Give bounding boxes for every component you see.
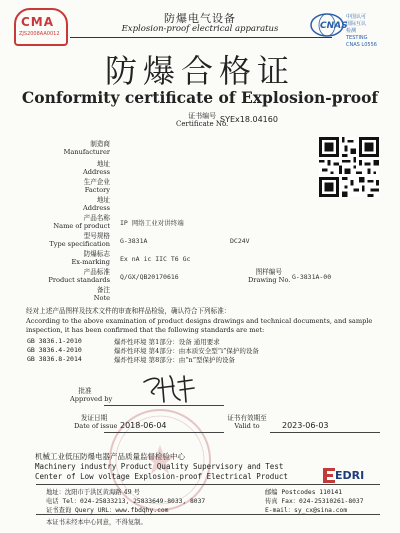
footer-email[interactable]: E-mail：sy_cx@sina.com	[265, 507, 348, 514]
cnas-logo-sub: 中国认可 国际互认 检测 TESTING CNAS L0556	[346, 14, 377, 48]
standard-code: GB 3836.4-2010	[27, 346, 82, 354]
field-address1-label-cn: 地址	[96, 160, 110, 168]
standard-code: GB 3836.1-2010	[27, 337, 82, 345]
footer-rule-2	[36, 514, 380, 515]
header-rule	[70, 37, 332, 38]
qr-code[interactable]	[319, 137, 379, 197]
conformity-paragraph-cn: 经对上述产品图样及技术文件的审查和样品检验，确认符合下列标准：	[26, 307, 231, 315]
edri-mark-icon	[323, 466, 335, 484]
footer-notice: 本证书未经本中心同意，不得复制。	[46, 519, 147, 526]
conformity-paragraph-en: According to the above examination of product designs drawings and technical documents, and sample inspection, it has been confirmed that the following standards are met:	[26, 317, 373, 334]
field-exmark-label-cn: 防爆标志	[83, 250, 110, 258]
footer-query-url[interactable]: 证书查询 Query URL：www.fbdqhy.com	[46, 507, 169, 514]
standard-desc: 爆炸性环境 第8部分：由“n”型保护的设备	[114, 356, 236, 364]
field-address2-label-cn: 地址	[96, 196, 110, 204]
field-address1-label	[12, 160, 110, 176]
field-drawing-value: G-3831A-00	[292, 273, 332, 281]
field-std-label-en: Product standards	[48, 276, 110, 284]
header-cn: 防爆电气设备	[164, 12, 236, 25]
field-type-value: G-3831A	[120, 237, 148, 245]
approver-signature	[140, 372, 196, 406]
field-product-name-label	[12, 214, 110, 230]
footer-tel: 电话 Tel：024-25833213, 25833649-8033, 8037	[46, 498, 206, 505]
field-manufacturer-label-en: Manufacturer	[63, 148, 110, 156]
title-en: Conformity certificate of Explosion-proof	[21, 88, 379, 107]
field-address1-label-en: Address	[82, 168, 110, 176]
field-exmark-value: Ex nA ic IIC T6 Gc	[120, 255, 191, 263]
certificate-number-label-en: Certificate No.	[176, 120, 229, 128]
field-factory-label-cn: 生产企业	[83, 178, 110, 186]
certificate-number-label-cn: 证书编号	[188, 112, 217, 120]
footer-rule	[36, 484, 380, 485]
field-type-value-2: DC24V	[230, 237, 250, 245]
issue-date-label	[74, 414, 118, 430]
testing-center-name-cn: 机械工业低压防爆电器产品质量监督检验中心	[35, 452, 185, 461]
field-factory-label	[12, 178, 110, 194]
approved-by-label	[70, 387, 113, 403]
footer-address: 地址：沈阳市于洪区黄海路 49 号	[46, 489, 140, 496]
issue-date: 2018-06-04	[120, 421, 167, 430]
field-product-name-label-en: Name of product	[53, 222, 110, 230]
standard-code: GB 3836.8-2014	[27, 355, 82, 363]
field-product-name-label-cn: 产品名称	[83, 214, 110, 222]
valid-to-label-cn: 证书有效期至	[227, 414, 267, 422]
field-std-value: Q/GX/QB20170616	[120, 273, 179, 281]
field-drawing-label-en: Drawing No.	[248, 276, 291, 284]
certificate-number: SYEx18.04160	[220, 115, 278, 124]
edri-logo-text: EDRI	[335, 469, 365, 482]
valid-to-date: 2023-06-03	[282, 421, 329, 430]
field-drawing-label-cn: 图样编号	[255, 268, 282, 276]
field-exmark-label	[12, 250, 110, 266]
footer-postcode: 邮编 Postcodes 110141	[265, 489, 343, 496]
footer-fax: 传真 Fax：024-25310261-8037	[265, 498, 364, 505]
approved-by-line	[104, 405, 224, 406]
field-exmark-label-en: Ex-marking	[71, 258, 110, 266]
field-note-label-en: Note	[93, 294, 110, 302]
edri-logo	[323, 466, 363, 484]
standard-desc: 爆炸性环境 第1部分：设备 通用要求	[114, 338, 220, 346]
cma-logo-sub: ZJS2008AA0012	[19, 31, 60, 37]
issue-date-label-en: Date of issue	[74, 422, 118, 430]
header-en: Explosion-proof electrical apparatus	[121, 24, 279, 34]
field-address2-label-en: Address	[82, 204, 110, 212]
valid-to-label-en: Valid to	[234, 422, 260, 430]
valid-to-label	[226, 414, 268, 430]
approved-by-label-cn: 批准	[78, 387, 92, 395]
approved-by-label-en: Approved by	[70, 395, 113, 403]
valid-to-line	[270, 432, 380, 433]
field-product-name-value: IP 网络工业对讲终端	[120, 219, 184, 227]
field-note-label	[12, 286, 110, 302]
cnas-logo-text: CNAS	[320, 21, 348, 31]
field-manufacturer-label	[12, 140, 110, 156]
field-note-label-cn: 备注	[96, 286, 110, 294]
issue-date-line	[104, 432, 224, 433]
field-manufacturer-label-cn: 制造商	[90, 140, 110, 148]
field-type-label-cn: 型号规格	[83, 232, 110, 240]
field-std-label-cn: 产品标准	[83, 268, 110, 276]
issue-date-label-cn: 发证日期	[80, 414, 108, 422]
standard-desc: 爆炸性环境 第4部分：由本质安全型“i”保护的设备	[114, 347, 259, 355]
field-std-label	[12, 268, 110, 284]
cma-logo-text: CMA	[21, 15, 55, 29]
field-type-label-en: Type specification	[49, 240, 110, 248]
testing-center-name-en-1: Machinery industry Product Quality Supervisory and Test	[35, 462, 284, 471]
title-cn: 防爆合格证	[104, 52, 295, 90]
field-drawing-label	[248, 268, 291, 284]
field-factory-label-en: Factory	[84, 186, 110, 194]
testing-center-name-en-2: Center of Low voltage Explosion-proof Electrical Product	[35, 472, 288, 481]
field-type-label	[12, 232, 110, 248]
field-address2-label	[12, 196, 110, 212]
